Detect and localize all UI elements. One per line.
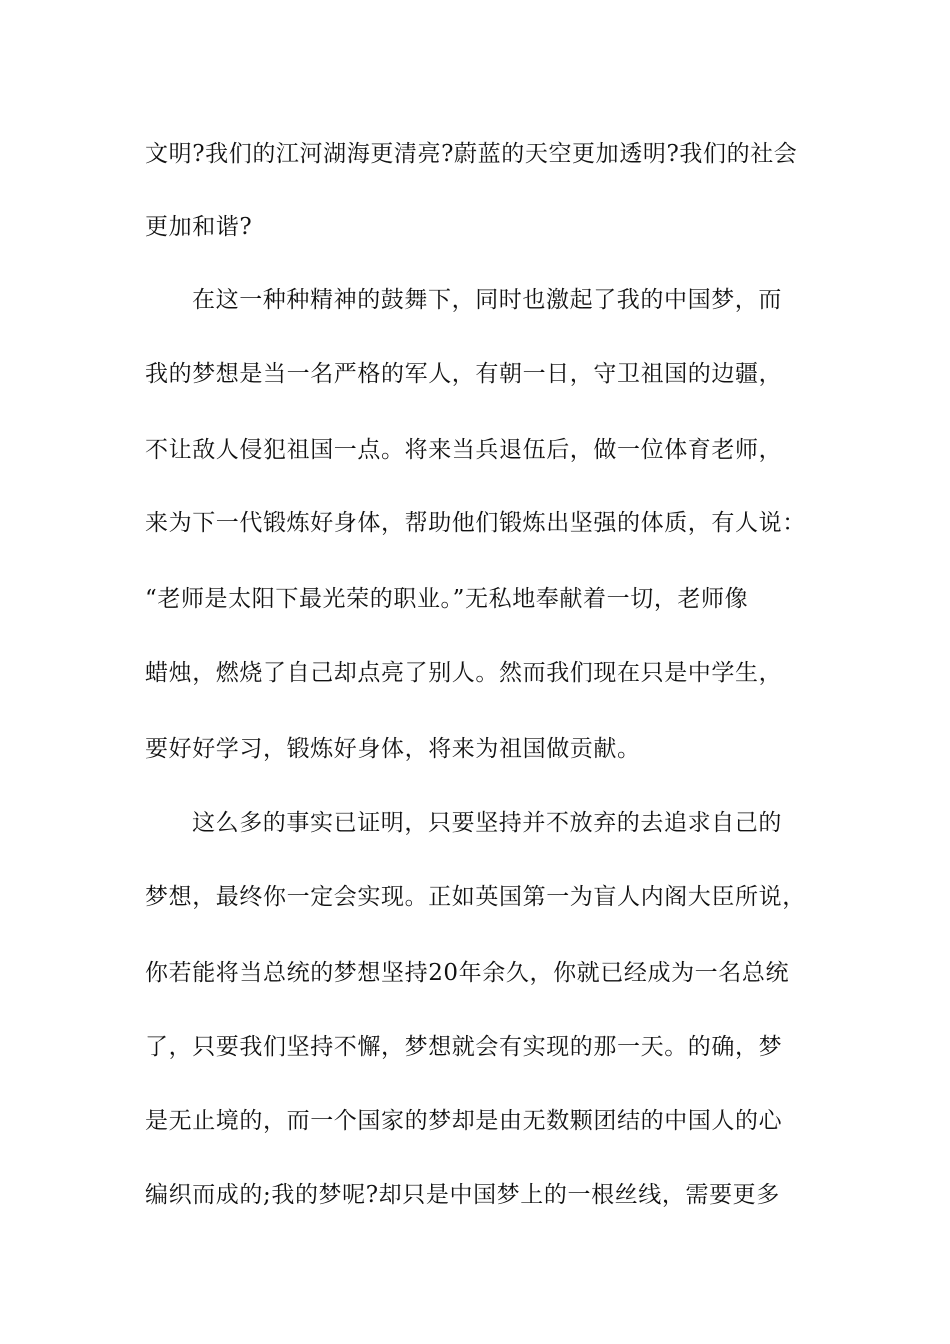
text-line: 更加和谐? (145, 214, 253, 240)
text-line: “老师是太阳下最光荣的职业。”无私地奉献着一切，老师像 (145, 586, 749, 612)
text-line: 你若能将当总统的梦想坚持20年余久，你就已经成为一名总统 (145, 960, 790, 986)
text-line: 是无止境的，而一个国家的梦却是由无数颗团结的中国人的心 (145, 1108, 783, 1134)
paragraph-start-line: 在这一种种精神的鼓舞下，同时也激起了我的中国梦，而 (192, 287, 782, 313)
paragraph-start-line: 这么多的事实已证明，只要坚持并不放弃的去追求自己的 (192, 810, 782, 836)
text-line: 蜡烛，燃烧了自己却点亮了别人。然而我们现在只是中学生， (145, 660, 783, 686)
text-line: 文明?我们的江河湖海更清亮?蔚蓝的天空更加透明?我们的社会 (145, 141, 798, 167)
text-line: 不让敌人侵犯祖国一点。将来当兵退伍后，做一位体育老师， (145, 437, 783, 463)
text-line: 梦想，最终你一定会实现。正如英国第一为盲人内阁大臣所说， (145, 884, 806, 910)
text-line: 了，只要我们坚持不懈，梦想就会有实现的那一天。的确，梦 (145, 1034, 783, 1060)
text-line: 要好好学习，锻炼好身体，将来为祖国做贡献。 (145, 736, 641, 762)
text-line: 编织而成的;我的梦呢?却只是中国梦上的一根丝线，需要更多 (145, 1182, 780, 1208)
text-line: 我的梦想是当一名严格的军人，有朝一日，守卫祖国的边疆， (145, 361, 783, 387)
text-line: 来为下一代锻炼好身体，帮助他们锻炼出坚强的体质，有人说： (145, 510, 806, 536)
